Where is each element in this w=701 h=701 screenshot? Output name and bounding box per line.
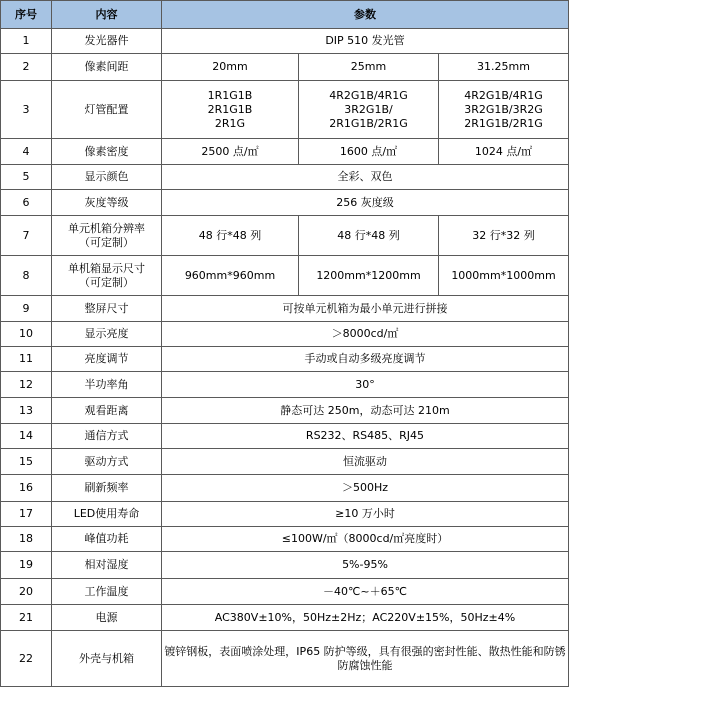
row-value: 20mm — [162, 54, 299, 81]
row-value: 256 灰度级 — [162, 190, 569, 216]
row-no: 4 — [1, 139, 52, 165]
row-value: ≥10 万小时 — [162, 502, 569, 527]
row-no: 16 — [1, 475, 52, 502]
table-row — [1, 552, 569, 579]
row-no: 18 — [1, 527, 52, 552]
row-value: 1600 点/㎡ — [299, 139, 439, 165]
row-no: 2 — [1, 54, 52, 81]
row-item: 发光器件 — [52, 29, 162, 54]
table-row — [1, 256, 569, 296]
row-item: 显示颜色 — [52, 165, 162, 190]
row-value: 可按单元机箱为最小单元进行拼接 — [162, 296, 569, 322]
row-value: 48 行*48 列 — [299, 216, 439, 256]
row-no: 12 — [1, 372, 52, 398]
row-no: 21 — [1, 605, 52, 631]
row-item: 刷新频率 — [52, 475, 162, 502]
row-no: 19 — [1, 552, 52, 579]
row-value: －40℃~＋65℃ — [162, 579, 569, 605]
row-value: ＞8000cd/㎡ — [162, 322, 569, 347]
row-no: 14 — [1, 424, 52, 449]
row-value: 4R2G1B/4R1G 3R2G1B/3R2G 2R1G1B/2R1G — [439, 81, 569, 139]
row-no: 6 — [1, 190, 52, 216]
table-row — [1, 216, 569, 256]
row-item: 灰度等级 — [52, 190, 162, 216]
row-value: 30° — [162, 372, 569, 398]
row-no: 20 — [1, 579, 52, 605]
header-params: 参数 — [162, 1, 569, 29]
table-row — [1, 579, 569, 605]
table-row — [1, 372, 569, 398]
row-item: 像素间距 — [52, 54, 162, 81]
table-row — [1, 139, 569, 165]
table-row — [1, 502, 569, 527]
row-no: 22 — [1, 631, 52, 687]
row-item: 像素密度 — [52, 139, 162, 165]
row-value: 25mm — [299, 54, 439, 81]
row-value: 镀锌钢板，表面喷涂处理，IP65 防护等级，具有很强的密封性能、散热性能和防锈防腐蚀性能 — [162, 631, 569, 687]
row-value: 1024 点/㎡ — [439, 139, 569, 165]
row-value: 48 行*48 列 — [162, 216, 299, 256]
row-item: 相对湿度 — [52, 552, 162, 579]
row-value: 32 行*32 列 — [439, 216, 569, 256]
row-value: 恒流驱动 — [162, 449, 569, 475]
table-row — [1, 190, 569, 216]
row-no: 9 — [1, 296, 52, 322]
table-row — [1, 296, 569, 322]
row-item: 亮度调节 — [52, 347, 162, 372]
row-value: 31.25mm — [439, 54, 569, 81]
row-item: 半功率角 — [52, 372, 162, 398]
row-value: RS232、RS485、RJ45 — [162, 424, 569, 449]
row-no: 3 — [1, 81, 52, 139]
row-item: 观看距离 — [52, 398, 162, 424]
row-no: 11 — [1, 347, 52, 372]
table-row — [1, 424, 569, 449]
header-row — [1, 1, 569, 29]
row-value: DIP 510 发光管 — [162, 29, 569, 54]
row-item: 外壳与机箱 — [52, 631, 162, 687]
row-item: 峰值功耗 — [52, 527, 162, 552]
table-row — [1, 475, 569, 502]
row-no: 1 — [1, 29, 52, 54]
row-no: 15 — [1, 449, 52, 475]
table-row — [1, 54, 569, 81]
row-item: 灯管配置 — [52, 81, 162, 139]
row-no: 13 — [1, 398, 52, 424]
row-value: 5%-95% — [162, 552, 569, 579]
row-item: 工作温度 — [52, 579, 162, 605]
row-no: 5 — [1, 165, 52, 190]
row-value: 960mm*960mm — [162, 256, 299, 296]
row-value: ＞500Hz — [162, 475, 569, 502]
row-item: 通信方式 — [52, 424, 162, 449]
row-value: 2500 点/㎡ — [162, 139, 299, 165]
row-value: 1000mm*1000mm — [439, 256, 569, 296]
row-no: 7 — [1, 216, 52, 256]
row-no: 10 — [1, 322, 52, 347]
row-value: 手动或自动多级亮度调节 — [162, 347, 569, 372]
row-item: 单元机箱分辨率 （可定制） — [52, 216, 162, 256]
row-value: ≤100W/㎡（8000cd/㎡亮度时） — [162, 527, 569, 552]
table-row — [1, 449, 569, 475]
table-row — [1, 527, 569, 552]
table-row — [1, 165, 569, 190]
row-value: 4R2G1B/4R1G 3R2G1B/ 2R1G1B/2R1G — [299, 81, 439, 139]
row-value: 1R1G1B 2R1G1B 2R1G — [162, 81, 299, 139]
table-row — [1, 605, 569, 631]
row-item: 单机箱显示尺寸 （可定制） — [52, 256, 162, 296]
row-value: 静态可达 250m，动态可达 210m — [162, 398, 569, 424]
table-row — [1, 29, 569, 54]
header-no: 序号 — [1, 1, 52, 29]
row-item: 电源 — [52, 605, 162, 631]
row-item: 显示亮度 — [52, 322, 162, 347]
table-row — [1, 631, 569, 687]
row-no: 17 — [1, 502, 52, 527]
row-item: LED使用寿命 — [52, 502, 162, 527]
header-item: 内容 — [52, 1, 162, 29]
table-row — [1, 81, 569, 139]
row-value: 全彩、双色 — [162, 165, 569, 190]
row-value: 1200mm*1200mm — [299, 256, 439, 296]
row-item: 整屏尺寸 — [52, 296, 162, 322]
table-row — [1, 398, 569, 424]
table-row — [1, 347, 569, 372]
row-item: 驱动方式 — [52, 449, 162, 475]
row-no: 8 — [1, 256, 52, 296]
row-value: AC380V±10%，50Hz±2Hz；AC220V±15%，50Hz±4% — [162, 605, 569, 631]
table-row — [1, 322, 569, 347]
